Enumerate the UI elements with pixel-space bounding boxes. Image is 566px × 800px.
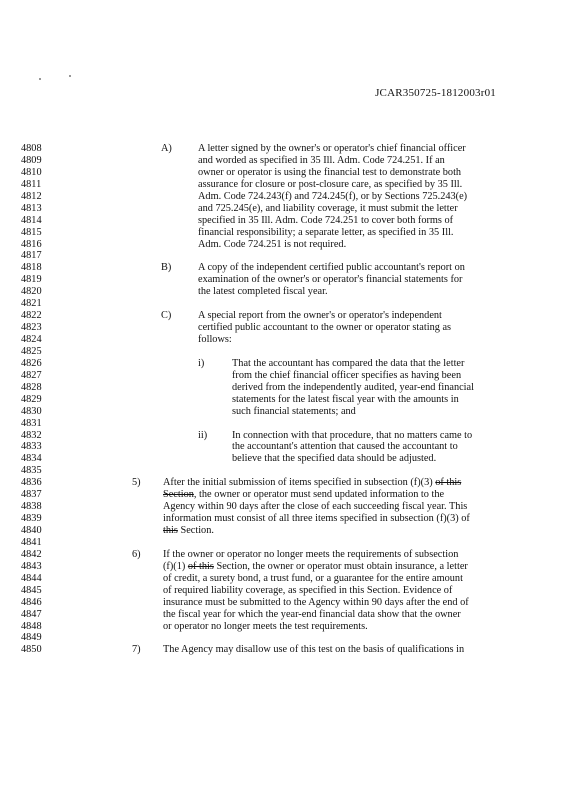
item-b-label: B): [161, 262, 172, 274]
paragraph-6-text: [163, 549, 566, 633]
line-number: 4830: [21, 405, 42, 417]
text-line: and 725.245(e), and liability coverage, it must submit the letter: [198, 202, 458, 214]
line-number: 4814: [21, 214, 42, 226]
line-number: 4815: [21, 226, 42, 238]
text-line: this Section.: [163, 525, 214, 536]
line-number: 4845: [21, 584, 42, 596]
line-number: 4821: [21, 298, 42, 310]
paragraph-5-label: 5): [132, 477, 141, 489]
line-number: 4824: [21, 334, 42, 345]
line-number: 4848: [21, 620, 42, 632]
line-number: 4823: [21, 322, 42, 334]
item-a-label: A): [161, 143, 172, 154]
line-number: 4850: [21, 644, 42, 656]
text-line: A special report from the owner's or operator's independent: [198, 310, 442, 322]
struck-text: of this: [435, 477, 462, 489]
paragraph-6-label: 6): [132, 548, 141, 560]
paragraph-7-text: [163, 644, 566, 656]
text-line: follows:: [198, 334, 232, 345]
text-line: In connection with that procedure, that no matters came to: [232, 429, 473, 441]
line-number: 4818: [21, 262, 42, 274]
line-number: 4833: [21, 441, 42, 453]
text-line: Agency within 90 days after the close of each succeeding fiscal year. This: [163, 501, 468, 513]
line-number: 4831: [21, 417, 42, 429]
text-line: Adm. Code 724.243(f) and 724.245(f), or by Sections 725.243(e): [198, 190, 468, 202]
line-number: 4826: [21, 357, 42, 369]
scan-speck: [39, 78, 41, 80]
line-number: 4840: [21, 525, 42, 536]
item-c-i-text: [232, 358, 566, 418]
text-line: Adm. Code 724.251 is not required.: [198, 238, 347, 250]
line-number: 4813: [21, 202, 42, 214]
line-number: 4835: [21, 465, 42, 477]
struck-text: this: [163, 525, 178, 536]
text-line: If the owner or operator no longer meets the requirements of subsection: [163, 548, 459, 560]
text-line: assurance for closure or post-closure care, as specified by 35 Ill.: [198, 178, 463, 190]
text-line: of required liability coverage, as specified in this Section. Evidence of: [163, 584, 453, 596]
text-line: owner or operator is using the financial test to demonstrate both: [198, 166, 462, 178]
line-number: 4816: [21, 238, 42, 250]
text-line: information must consist of all three items specified in subsection (f)(3) of: [163, 513, 470, 525]
item-b-text: [198, 262, 566, 298]
line-number: 4843: [21, 560, 42, 572]
line-number: 4832: [21, 429, 42, 441]
line-number: 4837: [21, 489, 42, 501]
text-line: Section, the owner or operator must send updated information to the: [163, 489, 445, 501]
scan-speck: [69, 75, 71, 77]
line-number: 4817: [21, 250, 42, 262]
line-number: 4846: [21, 596, 42, 608]
text-line: certified public accountant to the owner or operator stating as: [198, 322, 452, 334]
text-line: statements for the latest fiscal year with the amounts in: [232, 393, 459, 405]
line-number: 4836: [21, 477, 42, 489]
text-line: or operator no longer meets the test requirements.: [163, 620, 368, 632]
paragraph-5: [0, 477, 566, 537]
paragraph-6: [0, 549, 566, 633]
line-number: 4827: [21, 369, 42, 381]
line-number: 4811: [21, 178, 42, 190]
item-a-text: [198, 143, 566, 250]
text-line: derived from the independently audited, year-end financial: [232, 381, 474, 393]
document-body: [0, 143, 566, 656]
text-line: That the accountant has compared the data that the letter: [232, 357, 465, 369]
text-line: from the chief financial officer specifies as having been: [232, 369, 462, 381]
text-line: specified in 35 Ill. Adm. Code 724.251 to cover both forms of: [198, 214, 454, 226]
paragraph-7: [0, 644, 566, 656]
item-c-ii-label: ii): [198, 429, 208, 441]
line-number: 4810: [21, 166, 42, 178]
line-number: 4849: [21, 632, 42, 644]
line-number: 4841: [21, 536, 42, 548]
text-line: (f)(1) of this Section, the owner or operator must obtain insurance, a letter: [163, 560, 468, 572]
item-c-i-label: i): [198, 357, 205, 369]
text-line: After the initial submission of items specified in subsection (f)(3) of this: [163, 477, 462, 489]
line-number: 4842: [21, 548, 42, 560]
item-c-ii: [0, 430, 566, 466]
text-line: financial responsibility; a separate letter, as specified in 35 Ill.: [198, 226, 454, 238]
text-line: A letter signed by the owner's or operator's chief financial officer: [198, 143, 466, 154]
item-c-i: [0, 358, 566, 418]
line-number: 4808: [21, 143, 42, 154]
text-line: and worded as specified in 35 Ill. Adm. Code 724.251. If an: [198, 154, 445, 166]
line-number: 4825: [21, 345, 42, 357]
item-c: [0, 310, 566, 346]
struck-text: of this: [187, 560, 214, 572]
item-c-ii-text: [232, 430, 566, 466]
text-line: the fiscal year for which the year-end financial data show that the owner: [163, 608, 461, 620]
line-number: 4812: [21, 190, 42, 202]
item-c-label: C): [161, 310, 172, 322]
line-number: 4822: [21, 310, 42, 322]
line-number: 4809: [21, 154, 42, 166]
text-line: such financial statements; and: [232, 405, 356, 417]
text-line: believe that the specified data should be adjusted.: [232, 453, 437, 465]
struck-text: Section: [163, 489, 194, 501]
item-b: [0, 262, 566, 298]
line-number: 4844: [21, 572, 42, 584]
line-number: 4819: [21, 274, 42, 286]
text-line: examination of the owner's or operator's financial statements for: [198, 274, 463, 286]
paragraph-7-label: 7): [132, 644, 141, 656]
document-id: JCAR350725-1812003r01: [375, 87, 496, 99]
line-number: 4829: [21, 393, 42, 405]
text-line: The Agency may disallow use of this test on the basis of qualifications in: [163, 644, 465, 656]
line-number: 4847: [21, 608, 42, 620]
item-c-text: [198, 310, 566, 346]
text-line: the latest completed fiscal year.: [198, 286, 328, 298]
paragraph-5-text: [163, 477, 566, 537]
line-number: 4838: [21, 501, 42, 513]
text-line: of credit, a surety bond, a trust fund, or a guarantee for the entire amount: [163, 572, 463, 584]
text-line: insurance must be submitted to the Agency within 90 days after the end of: [163, 596, 469, 608]
item-a: [0, 143, 566, 250]
line-number: 4820: [21, 286, 42, 298]
line-number: 4839: [21, 513, 42, 525]
line-number: 4828: [21, 381, 42, 393]
text-line: the accountant's attention that caused the accountant to: [232, 441, 458, 453]
text-line: A copy of the independent certified public accountant's report on: [198, 262, 465, 274]
line-number: 4834: [21, 453, 42, 465]
